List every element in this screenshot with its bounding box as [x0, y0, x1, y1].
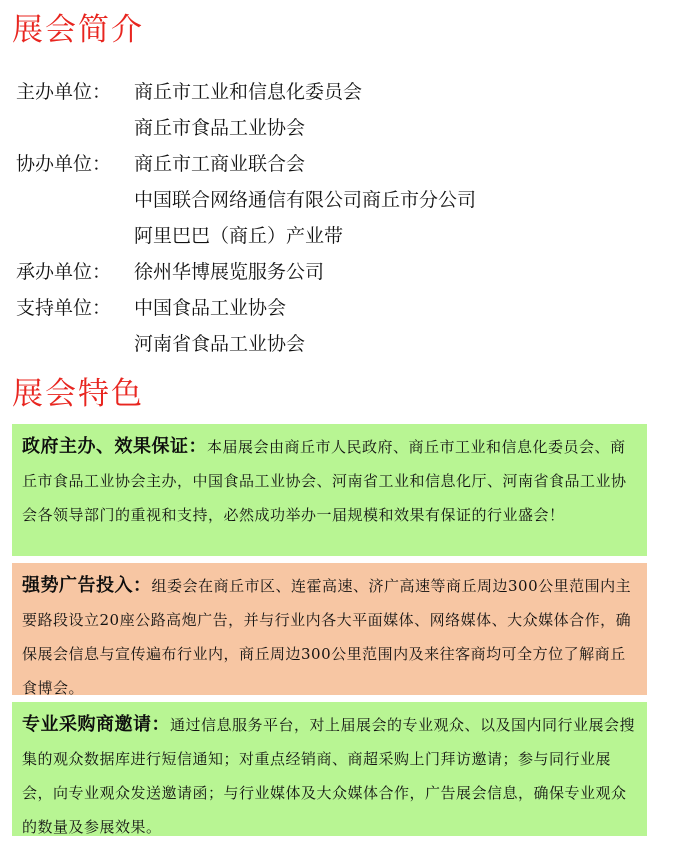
section-title-features: 展会特色: [12, 376, 144, 412]
feature-title: 专业采购商邀请: [22, 714, 152, 735]
feature-text: 本届展会由商丘市人民政府、商丘市工业和信息化委员会、商丘市食品工业协会主办，中国食品工业协会、河南省工业和信息化厅、河南省食品工业协会各领导部门的重视和支持，必然成功举办一届规模和效果有保证的行业盛会！: [22, 438, 627, 524]
organizer-row: [16, 326, 306, 362]
organizer-name: 徐州华博展览服务公司: [134, 261, 325, 283]
organizer-row: [16, 182, 477, 218]
feature-buyer-invitation: [12, 702, 647, 836]
organizer-name: 商丘市工业和信息化委员会: [134, 81, 363, 103]
feature-title: 强势广告投入: [22, 575, 133, 596]
organizer-name: 商丘市工商业联合会: [134, 153, 306, 175]
organizer-name: 中国食品工业协会: [134, 297, 287, 319]
organizer-name: 阿里巴巴（商丘）产业带: [134, 225, 344, 247]
organizer-label: 支持单位：: [16, 297, 112, 319]
feature-text: 通过信息服务平台，对上届展会的专业观众、以及国内同行业展会搜集的观众数据库进行短信通知；对重点经销商、商超采购上门拜访邀请；参与同行业展会，向专业观众发送邀请函；与行业媒体及大众媒体合作，广告展会信息，确保专业观众的数量及参展效果。: [22, 716, 636, 836]
feature-title: 政府主办、效果保证: [22, 436, 189, 457]
organizer-row: [16, 218, 344, 254]
organizer-row: [16, 110, 306, 146]
feature-government: [12, 424, 647, 556]
organizer-label: 承办单位：: [16, 261, 112, 283]
organizer-row: [16, 146, 306, 182]
organizer-name: 河南省食品工业协会: [134, 333, 306, 355]
feature-colon: ：: [188, 436, 207, 457]
feature-colon: ：: [151, 714, 170, 735]
organizer-row: [16, 254, 325, 290]
section-title-intro: 展会简介: [12, 12, 144, 48]
organizer-name: 中国联合网络通信有限公司商丘市分公司: [134, 189, 477, 211]
feature-advertising: [12, 563, 647, 695]
organizer-row: [16, 290, 287, 326]
feature-text: 组委会在商丘市区、连霍高速、济广高速等商丘周边300公里范围内主要路段设立20座公路高炮广告，并与行业内各大平面媒体、网络媒体、大众媒体合作，确保展会信息与宣传遍布行业内，商丘周边300公里范围内及来往客商均可全方位了解商丘食博会。: [22, 577, 632, 697]
feature-colon: ：: [133, 575, 152, 596]
organizer-label: 主办单位：: [16, 81, 112, 103]
organizer-label: 协办单位：: [16, 153, 112, 175]
organizer-name: 商丘市食品工业协会: [134, 117, 306, 139]
organizer-row: [16, 74, 363, 110]
